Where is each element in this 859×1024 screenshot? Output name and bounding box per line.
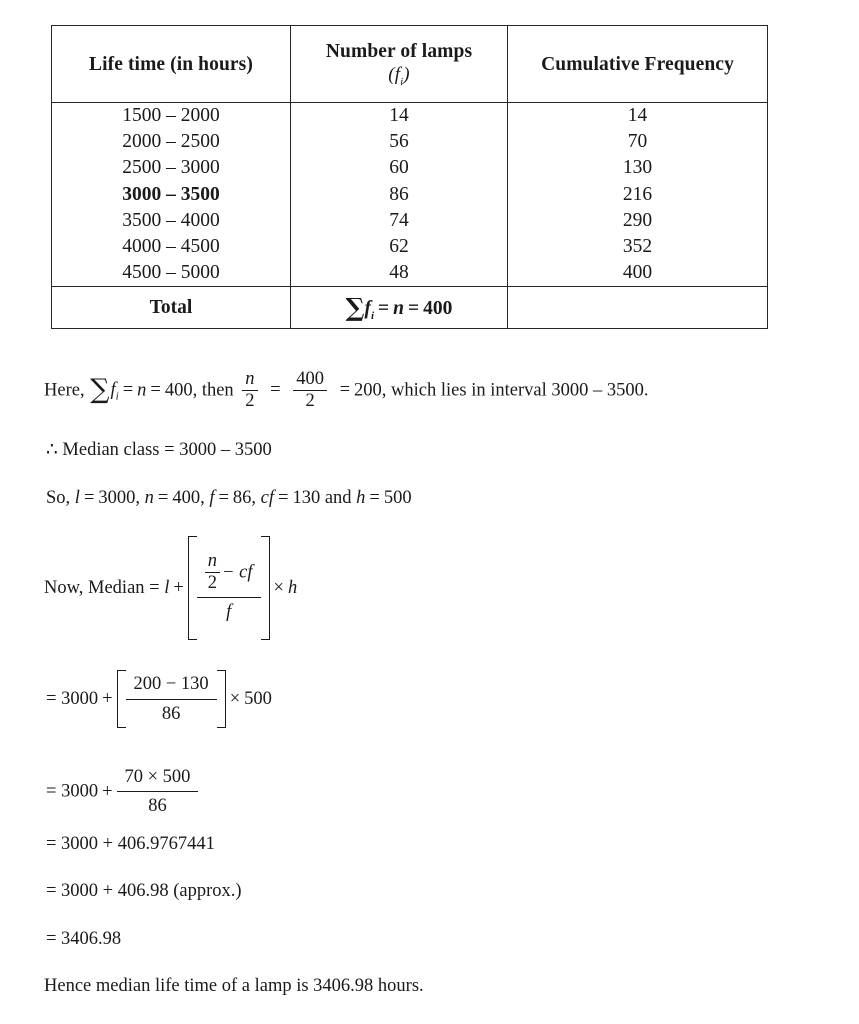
column-header-number-of-lamps (291, 26, 508, 103)
list-item: 48 (389, 262, 409, 284)
fraction-numerator: n (242, 369, 257, 391)
list-item-median-class: 3000 – 3500 (122, 183, 220, 205)
fraction-denominator: 86 (148, 796, 167, 817)
total-cumulative-cell (508, 287, 768, 329)
equals-sign: = (278, 488, 289, 508)
table-row (52, 103, 768, 287)
h-value: 500 (383, 488, 412, 508)
frequency-cell-group (291, 103, 508, 287)
fi-variable (364, 298, 375, 323)
list-item: 2000 – 2500 (122, 131, 220, 153)
f-value: 86 (232, 488, 252, 508)
fraction (117, 765, 199, 818)
list-item: 130 (622, 157, 653, 179)
sigma-icon: ∑ (345, 293, 365, 323)
f-symbol: f (364, 298, 371, 320)
equals-sign: = (378, 298, 390, 320)
step1-line (46, 670, 272, 728)
f-symbol: f (394, 63, 401, 85)
column-header-life-time (52, 26, 291, 103)
i-subscript: i (115, 391, 119, 404)
column-header-fi-notation (295, 64, 503, 89)
here-lead: Here, (44, 380, 85, 401)
n-variable: n (137, 380, 147, 401)
list-item: 4000 – 4500 (122, 236, 220, 258)
l-variable: l (74, 488, 80, 508)
cumulative-stack (508, 103, 767, 286)
base-value: 3000 (61, 781, 99, 802)
list-item: 74 (389, 209, 409, 231)
then-text: , then (192, 380, 234, 401)
conclusion-line: Hence median life time of a lamp is 3406.98 hours. (44, 976, 424, 996)
table-header (52, 26, 768, 103)
half-value: 200 (354, 380, 382, 401)
comma: , (135, 488, 140, 508)
times-sign: × (273, 577, 284, 598)
frequency-stack (291, 103, 507, 286)
column-header-number-of-lamps-label: Number of lamps (325, 40, 473, 62)
f-symbol: f (110, 380, 116, 401)
here-tail: , which lies in interval 3000 – 3500. (381, 380, 649, 401)
median-class-line (46, 438, 272, 462)
list-item: 60 (389, 157, 409, 179)
fraction (126, 672, 217, 725)
bracket-right-icon (217, 670, 226, 728)
multiplier-value: 500 (244, 688, 272, 709)
interval-cell-group (52, 103, 291, 287)
equals-sign: = (408, 298, 420, 320)
fraction-numerator: 70 × 500 (117, 765, 199, 792)
fraction-numerator: 200 − 130 (126, 672, 217, 699)
list-item: 14 (627, 105, 648, 126)
fi-variable (110, 380, 119, 404)
given-values-line (46, 486, 412, 510)
total-sum-cell (291, 287, 508, 329)
plus-sign: + (102, 688, 113, 709)
list-item: 216 (622, 183, 653, 205)
i-subscript: i (370, 310, 375, 323)
times-sign: × (229, 688, 241, 709)
n-variable: n (144, 488, 154, 508)
cumulative-cell-group (508, 103, 768, 287)
equals-sign: = (218, 488, 229, 508)
table-body (52, 103, 768, 329)
equals-sign: = (270, 380, 281, 401)
list-item: 1500 – 2000 (122, 105, 220, 126)
h-variable: h (287, 577, 298, 598)
l-variable: l (164, 577, 170, 598)
given-lead: So, (46, 488, 71, 508)
fraction-numerator (197, 552, 261, 597)
total-label-cell: Total (52, 287, 291, 329)
equals-sign: = (46, 688, 57, 709)
step4-line: = 3000 + 406.98 (approx.) (46, 881, 242, 901)
list-item: 62 (389, 236, 409, 258)
formula-lead: Now, Median = (44, 577, 160, 598)
list-item: 56 (389, 131, 409, 153)
compound-fraction (197, 552, 261, 623)
h-variable: h (356, 488, 366, 508)
list-item: 86 (389, 183, 409, 205)
paren-close: ) (403, 63, 410, 85)
step5-line: = 3406.98 (46, 929, 122, 949)
list-item: 352 (622, 236, 653, 258)
equals-sign: = (150, 380, 161, 401)
interval-stack (52, 103, 290, 286)
table-header-row (52, 26, 768, 103)
equals-sign: = (339, 380, 351, 401)
comma: , (251, 488, 257, 508)
comma: , (200, 488, 205, 508)
list-item: 400 (622, 262, 653, 284)
median-formula-line (44, 536, 297, 640)
equals-sign: = (369, 488, 380, 508)
list-item: 4500 – 5000 (122, 262, 220, 284)
bracket-right-icon (261, 536, 270, 640)
sigma-icon: ∑ (90, 374, 110, 406)
list-item: 70 (627, 131, 648, 153)
n-over-2-fraction (242, 369, 257, 411)
equals-sign: = (157, 488, 169, 508)
list-item: 14 (389, 105, 409, 126)
fi-variable (394, 63, 404, 88)
bracket-group (117, 670, 226, 728)
total-value: 400 (164, 380, 193, 401)
cf-value: 130 (292, 488, 321, 508)
frequency-distribution-table (51, 25, 768, 329)
fraction-denominator: 2 (245, 390, 255, 411)
total-value: 400 (423, 298, 453, 320)
fraction-numerator: 400 (293, 369, 327, 391)
plus-sign: + (173, 577, 184, 598)
i-subscript: i (400, 75, 404, 88)
400-over-2-fraction (293, 369, 327, 411)
column-header-cumulative-frequency-label: Cumulative Frequency (541, 53, 734, 75)
n-value: 400 (172, 488, 201, 508)
plus-sign: + (102, 781, 113, 802)
fraction-denominator: 86 (161, 703, 181, 724)
fraction-numerator: n (205, 551, 220, 573)
fraction-denominator: 2 (207, 572, 218, 593)
list-item: 290 (622, 209, 653, 231)
step2-line (46, 765, 198, 818)
column-header-life-time-label: Life time (in hours) (89, 53, 253, 75)
equals-sign: = (83, 488, 95, 508)
f-variable: f (209, 488, 215, 508)
sum-expression (346, 293, 453, 322)
base-value: 3000 (61, 688, 99, 709)
therefore-icon: ∴ (46, 440, 58, 460)
bracket-group (188, 536, 270, 640)
equals-sign: = (122, 380, 134, 401)
step3-line: = 3000 + 406.9767441 (46, 834, 215, 854)
fraction-denominator: f (226, 601, 232, 622)
equals-sign: = (46, 781, 57, 802)
bracket-left-icon (188, 536, 197, 640)
minus-cf-term: − cf (222, 562, 253, 583)
list-item: 2500 – 3000 (122, 157, 220, 179)
table-total-row (52, 287, 768, 329)
and-text: and (324, 488, 352, 508)
n-variable: n (393, 298, 404, 320)
list-item: 3500 – 4000 (122, 209, 220, 231)
l-value: 3000 (98, 488, 136, 508)
median-class-text: Median class = 3000 – 3500 (62, 440, 272, 460)
bracket-left-icon (117, 670, 126, 728)
paren-open: ( (388, 63, 395, 85)
cf-variable: cf (260, 488, 274, 508)
n-over-2-fraction (205, 551, 220, 593)
column-header-cumulative-frequency (508, 26, 768, 103)
fraction-denominator: 2 (305, 390, 315, 411)
here-line (44, 370, 648, 412)
